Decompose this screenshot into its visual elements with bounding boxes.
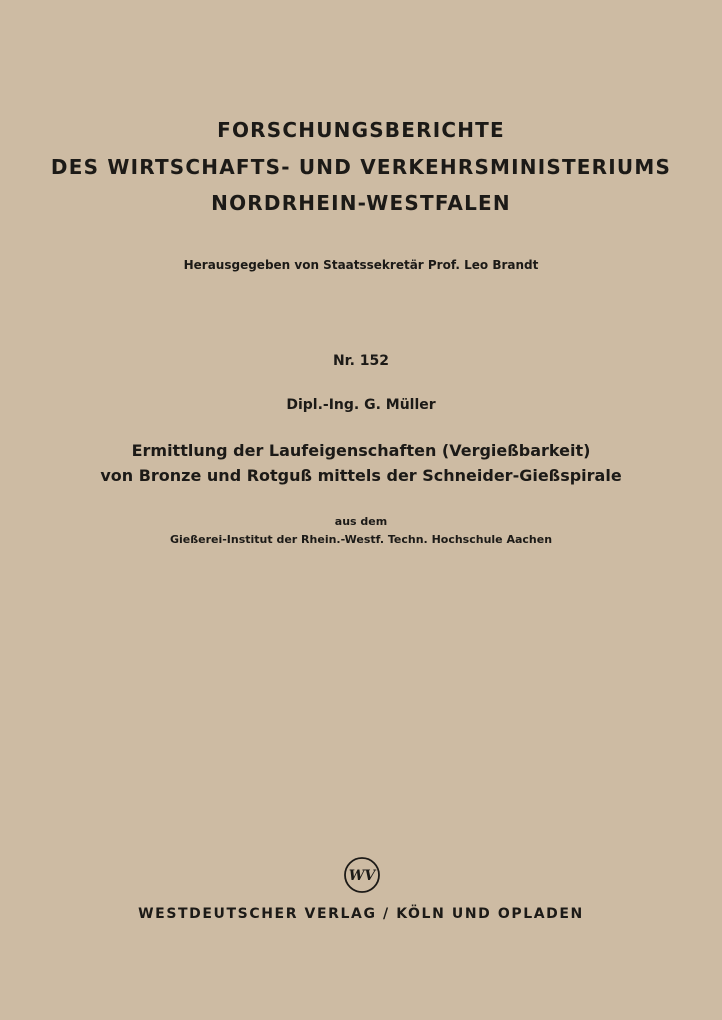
logo-letters: WV [348,868,376,884]
editor-line: Herausgegeben von Staatssekretär Prof. Leo Brandt [183,258,539,272]
from-label: aus dem [334,515,388,528]
publisher-logo [343,856,381,894]
report-title-line-2: von Bronze und Rotguß mittels der Schneider-Gießspirale [100,466,622,485]
institute-name: Gießerei-Institut der Rhein.-Westf. Techn. Hochschule Aachen [169,533,553,546]
report-title-line-1: Ermittlung der Laufeigenschaften (Vergießbarkeit) [131,441,591,460]
series-title-line-3: NORDRHEIN-WESTFALEN [211,191,511,215]
series-title-line-2: DES WIRTSCHAFTS- UND VERKEHRSMINISTERIUMS [50,155,672,179]
series-title-line-1: FORSCHUNGSBERICHTE [217,118,505,142]
publisher-line: WESTDEUTSCHER VERLAG / KÖLN UND OPLADEN [138,906,584,922]
author-name: Dipl.-Ing. G. Müller [286,397,436,413]
report-number: Nr. 152 [332,353,390,369]
